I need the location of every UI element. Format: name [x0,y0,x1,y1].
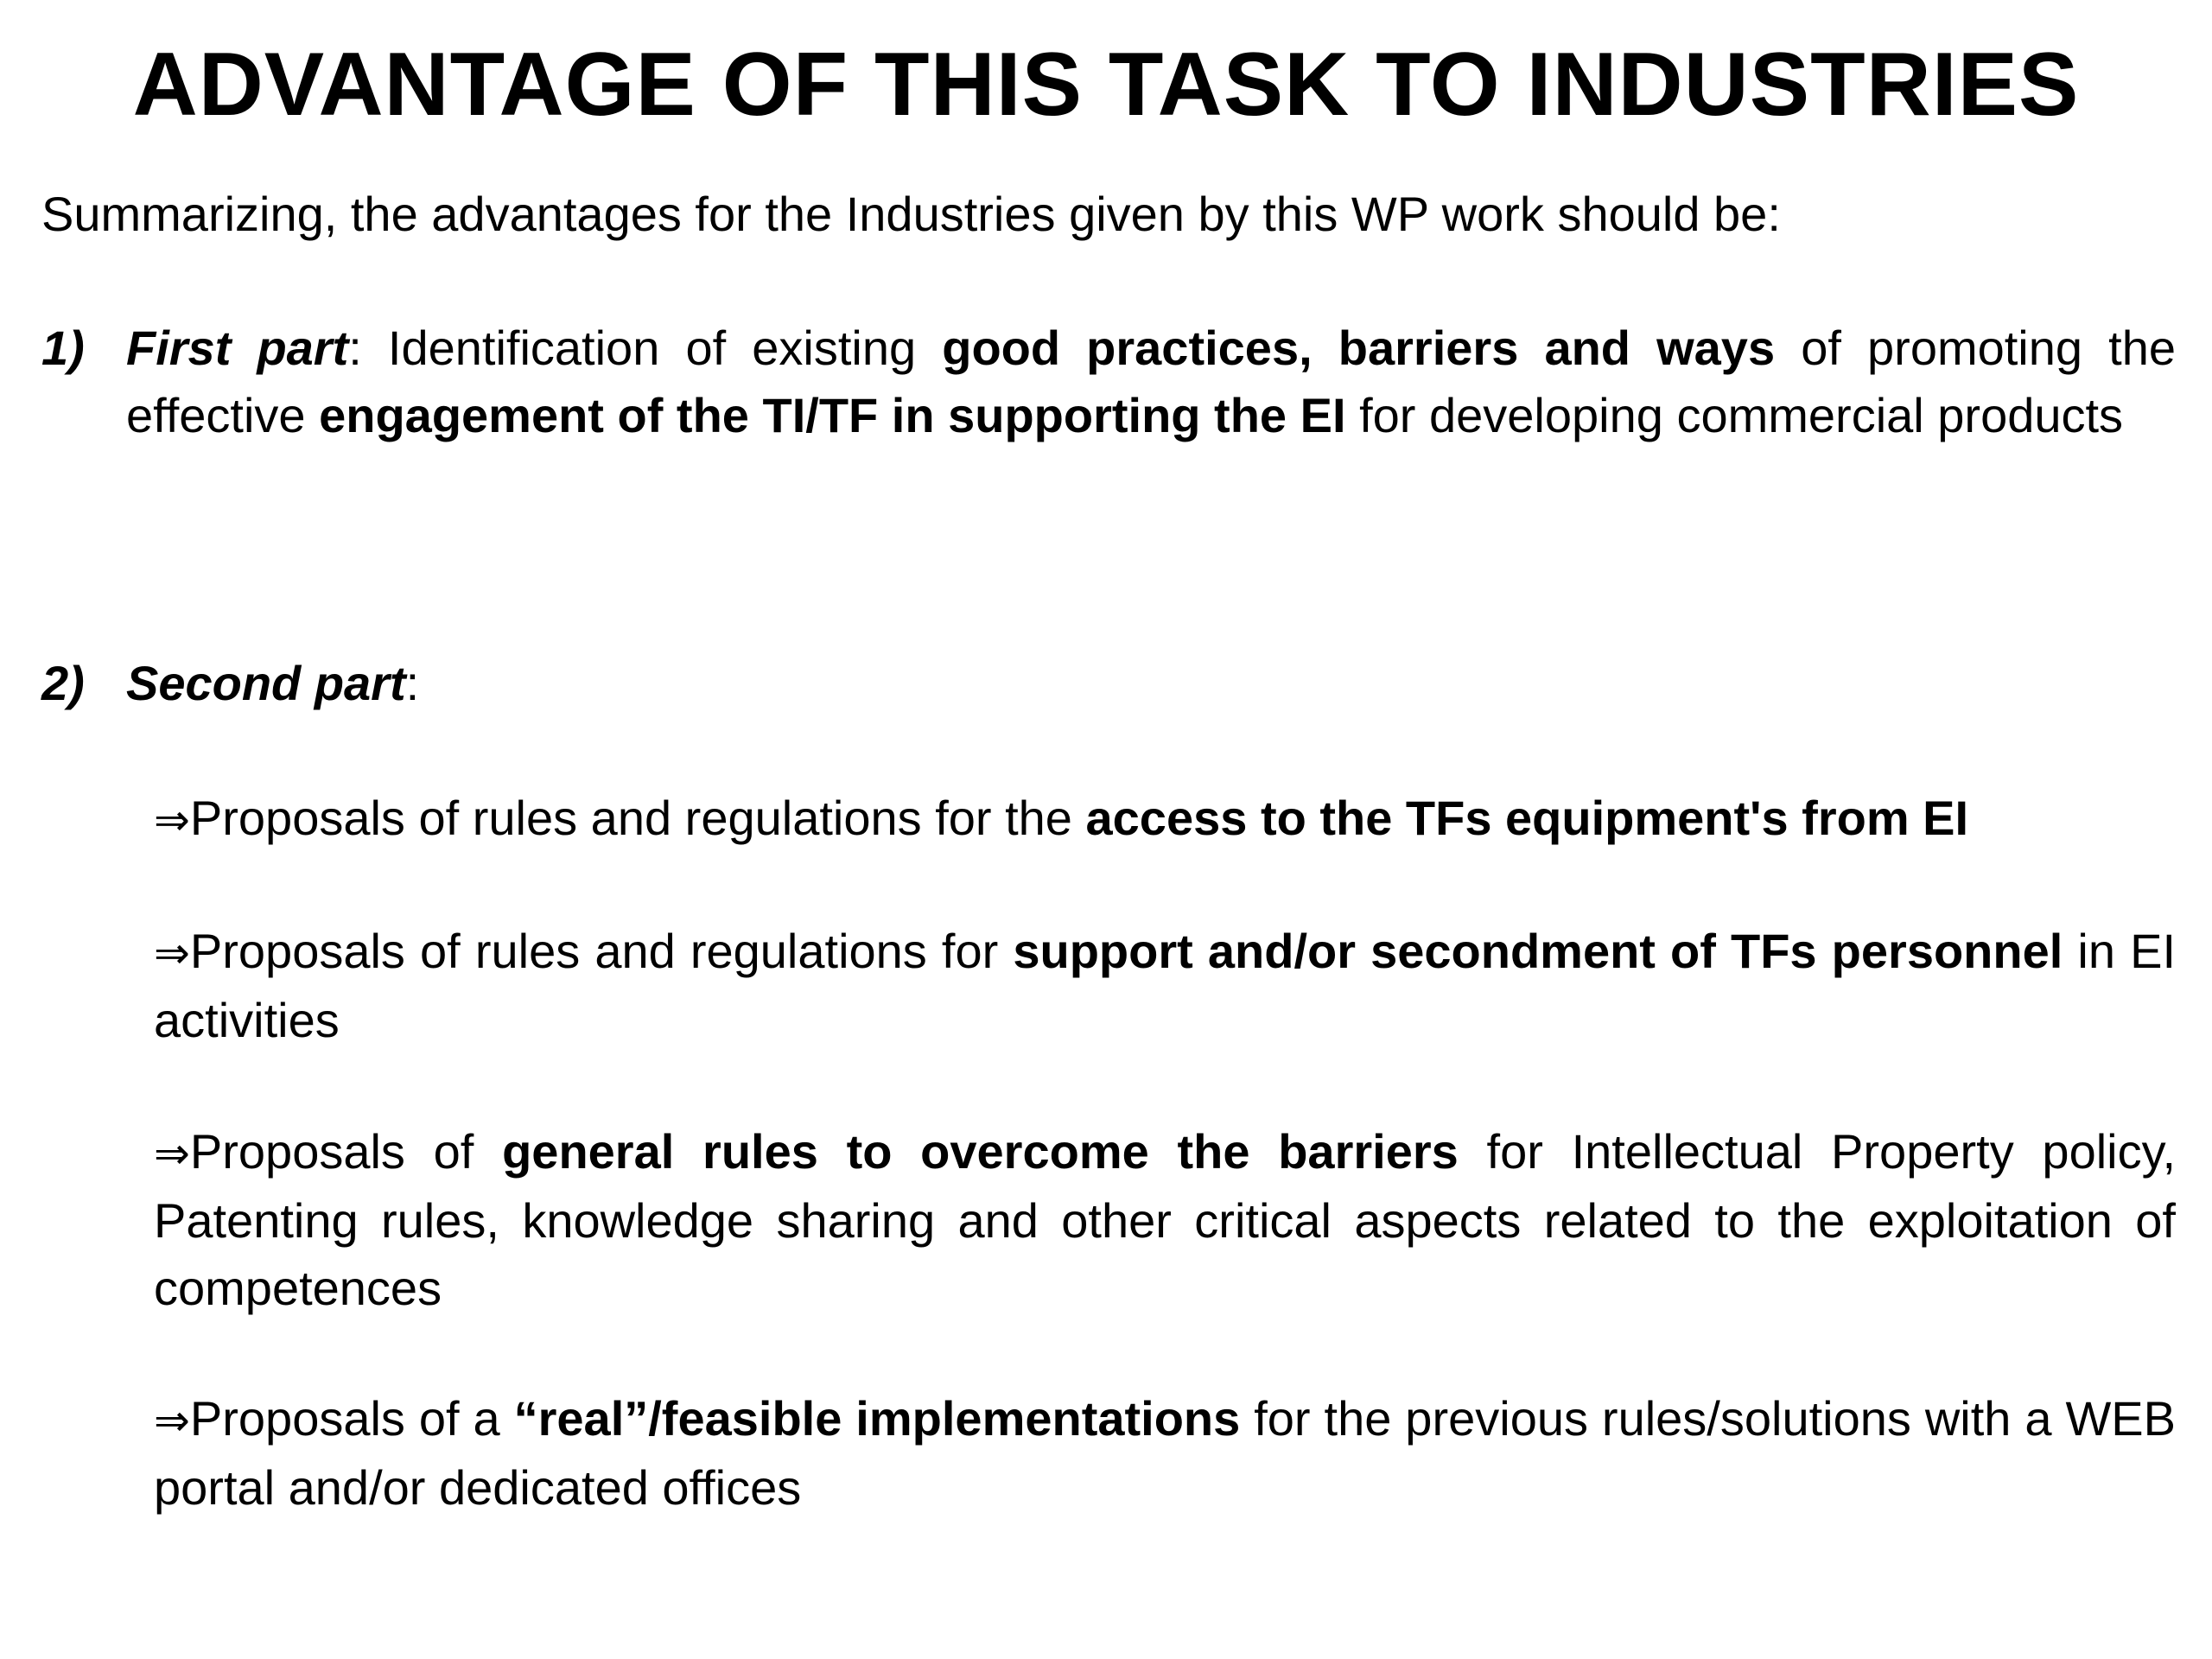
implies-arrow-icon: ⇒ [154,795,190,845]
proposal-emphasis: general rules to overcome the barriers [502,1124,1459,1179]
proposal-item [154,785,2176,854]
implies-arrow-icon: ⇒ [154,928,190,978]
proposal-text: Proposals of rules and regulations for [189,924,1014,978]
proposal-emphasis: “real”/feasible implementations [513,1391,1241,1446]
item-number: 2) [41,656,85,710]
item-body [126,315,2176,449]
item-text: Identification of existing [361,321,943,375]
implies-arrow-icon: ⇒ [154,1395,190,1446]
proposal-text: for the previous rules/solutions with a WEB portal and/or dedicated offices [154,1391,2176,1515]
proposal-text: in EI activities [154,924,2176,1047]
numbered-item-second-part [41,650,2176,717]
proposal-emphasis: support and/or secondment of TFs personnel [1013,924,2063,978]
item-text: for developing commercial products [1345,388,2124,442]
proposal-emphasis: access to the TFs equipment's from EI [1085,791,1969,845]
item-label: Second part [126,656,406,710]
intro-text: Summarizing, the advantages for the Industries given by this WP work should be: [41,187,1781,241]
item-body [126,650,2176,717]
item-colon: : [405,656,420,710]
item-colon: : [348,321,362,375]
implies-arrow-icon: ⇒ [154,1128,190,1179]
item-number: 1) [41,321,85,375]
proposal-text: Proposals of rules and regulations for the [189,791,1086,845]
slide-title: ADVANTAGE OF THIS TASK TO INDUSTRIES [132,35,2080,135]
proposal-item [154,918,2176,1054]
numbered-item-first-part [41,315,2176,449]
proposal-item [154,1118,2176,1322]
item-emphasis: engagement of the TI/TF in supporting the EI [319,388,1346,442]
proposal-text: Proposals of a [189,1391,514,1446]
item-text: of promoting the effective [126,321,2176,442]
item-label: First part [126,321,349,375]
proposal-text: Proposals of [189,1124,503,1179]
item-emphasis: good practices, barriers and ways [942,321,1776,375]
proposal-item [154,1385,2176,1522]
proposal-text: for Intellectual Property policy, Patenting rules, knowledge sharing and other critical aspects related to the exploitation of competences [154,1124,2176,1315]
